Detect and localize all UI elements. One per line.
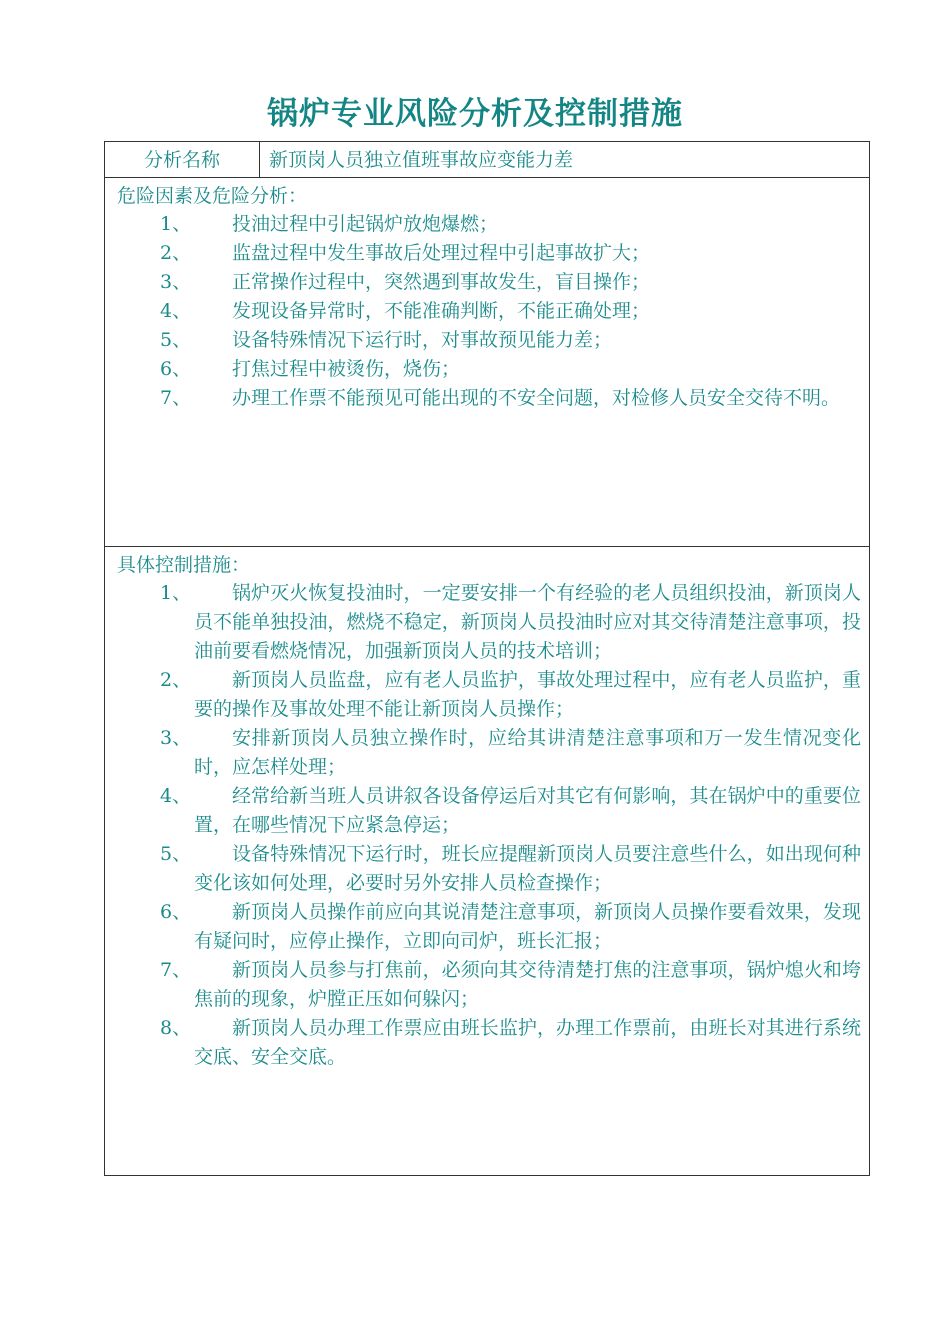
item-number: 1、 <box>160 213 192 235</box>
item-number: 3、 <box>160 271 192 293</box>
measures-section <box>105 547 869 1175</box>
hazard-item <box>105 268 871 297</box>
risk-table <box>104 141 870 1176</box>
item-text: 锅炉灭火恢复投油时，一定要安排一个有经验的老人员组织投油，新顶岗人员不能单独投油，燃烧不稳定，新顶岗人员投油时应对其交待清楚注意事项，投油前要看燃烧情况，加强新顶岗人员的技术培训； <box>194 582 861 662</box>
hazard-item <box>105 384 871 413</box>
measure-item <box>105 724 871 782</box>
item-number: 4、 <box>160 785 192 807</box>
item-text: 投油过程中引起锅炉放炮爆燃； <box>232 213 499 235</box>
item-number: 1、 <box>160 582 192 604</box>
item-text: 办理工作票不能预见可能出现的不安全问题，对检修人员安全交待不明。 <box>232 387 841 409</box>
hazard-item <box>105 355 871 384</box>
item-number: 4、 <box>160 300 192 322</box>
item-number: 2、 <box>160 669 192 691</box>
item-text: 监盘过程中发生事故后处理过程中引起事故扩大； <box>232 242 651 264</box>
measure-item <box>105 666 871 724</box>
item-text: 新顶岗人员监盘，应有老人员监护，事故处理过程中，应有老人员监护，重要的操作及事故处理不能让新顶岗人员操作； <box>194 669 861 720</box>
item-text: 安排新顶岗人员独立操作时，应给其讲清楚注意事项和万一发生情况变化时，应怎样处理； <box>194 727 861 778</box>
item-text: 设备特殊情况下运行时，班长应提醒新顶岗人员要注意些什么，如出现何种变化该如何处理，必要时另外安排人员检查操作； <box>194 843 861 894</box>
document-title: 锅炉专业风险分析及控制措施 <box>267 96 683 132</box>
analysis-name-label: 分析名称 <box>105 142 260 177</box>
item-number: 5、 <box>160 329 192 351</box>
item-text: 新顶岗人员参与打焦前，必须向其交待清楚打焦的注意事项，锅炉熄火和垮焦前的现象，炉膛正压如何躲闪； <box>194 959 861 1010</box>
measure-item <box>105 898 871 956</box>
item-text: 发现设备异常时，不能准确判断，不能正确处理； <box>232 300 651 322</box>
analysis-name-row <box>105 142 869 178</box>
item-text: 新顶岗人员办理工作票应由班长监护，办理工作票前，由班长对其进行系统交底、安全交底。 <box>194 1017 861 1068</box>
item-text: 设备特殊情况下运行时，对事故预见能力差； <box>232 329 613 351</box>
hazard-section <box>105 178 869 547</box>
hazard-item <box>105 210 871 239</box>
hazard-item <box>105 239 871 268</box>
analysis-name-value: 新顶岗人员独立值班事故应变能力差 <box>269 149 574 171</box>
measure-item <box>105 956 871 1014</box>
measure-item <box>105 782 871 840</box>
item-number: 8、 <box>160 1017 192 1039</box>
measures-list <box>105 579 871 1072</box>
item-number: 5、 <box>160 843 192 865</box>
item-text: 打焦过程中被烫伤，烧伤； <box>232 358 461 380</box>
item-text: 经常给新当班人员讲叙各设备停运后对其它有何影响，其在锅炉中的重要位置，在哪些情况下应紧急停运； <box>194 785 861 836</box>
item-number: 2、 <box>160 242 192 264</box>
item-number: 3、 <box>160 727 192 749</box>
measure-item <box>105 1014 871 1072</box>
measure-item <box>105 579 871 666</box>
hazard-list <box>105 210 871 413</box>
item-number: 6、 <box>160 901 192 923</box>
item-number: 6、 <box>160 358 192 380</box>
measures-heading: 具体控制措施： <box>117 554 251 576</box>
measure-item <box>105 840 871 898</box>
item-text: 正常操作过程中，突然遇到事故发生，盲目操作； <box>232 271 651 293</box>
hazard-heading: 危险因素及危险分析： <box>117 185 308 207</box>
hazard-item <box>105 297 871 326</box>
item-text: 新顶岗人员操作前应向其说清楚注意事项，新顶岗人员操作要看效果，发现有疑问时，应停止操作，立即向司炉，班长汇报； <box>194 901 861 952</box>
hazard-item <box>105 326 871 355</box>
item-number: 7、 <box>160 959 192 981</box>
item-number: 7、 <box>160 387 192 409</box>
